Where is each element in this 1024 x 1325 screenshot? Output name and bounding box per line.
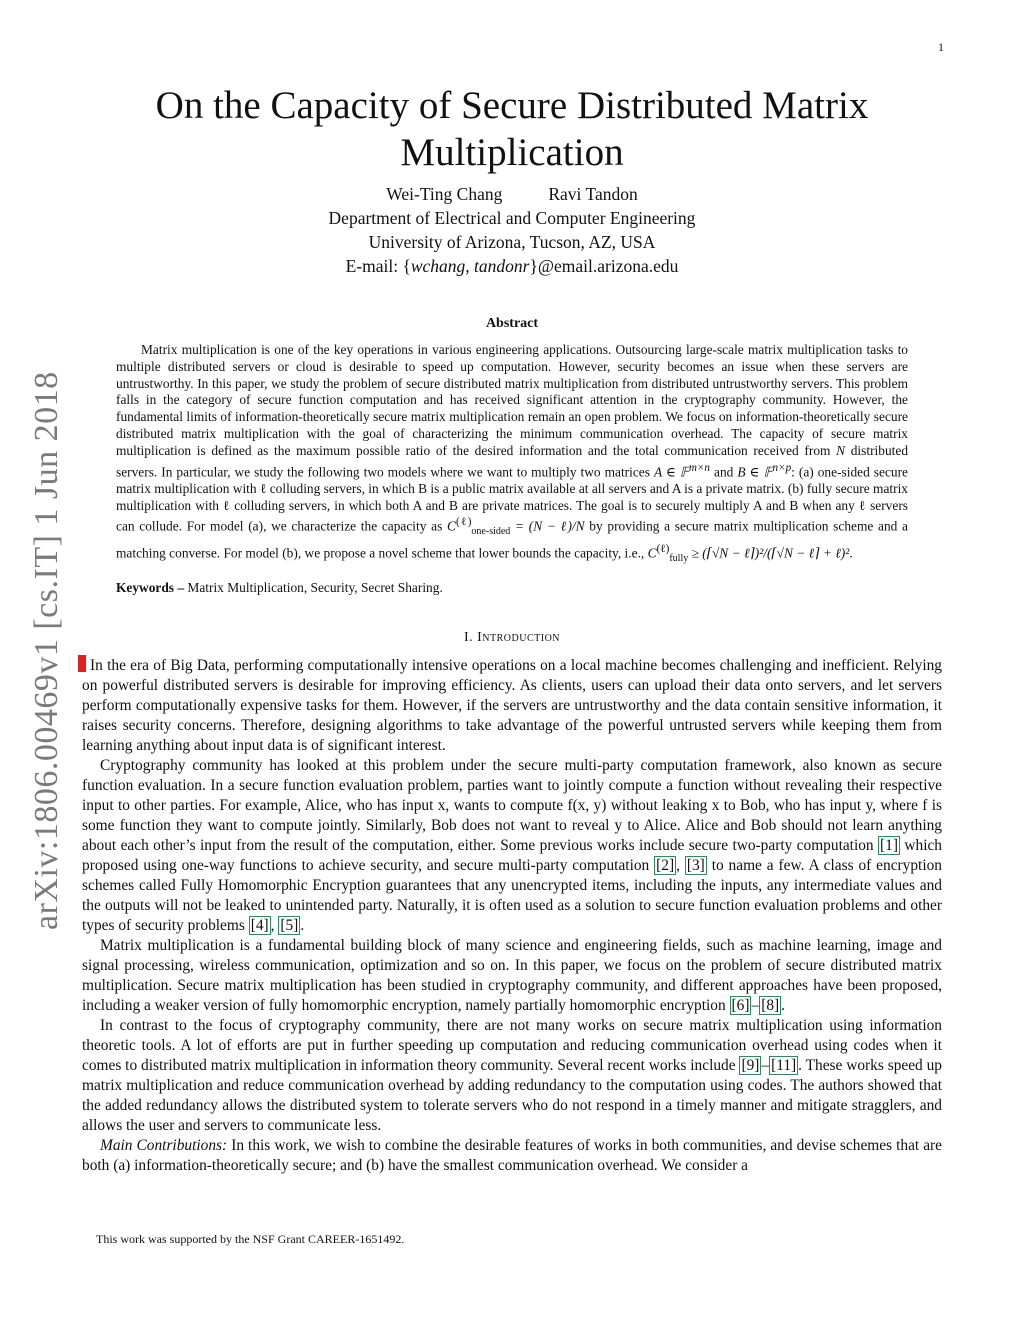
math: = (N − ℓ)/N: [510, 518, 585, 534]
abstract-heading: Abstract: [485, 316, 539, 331]
paragraph-text: Matrix multiplication is a fundamental building block of many science and engineering fields, such as machine learning, image and signal processing, wireless communication, optimization and so on. In this paper, we focus on the problem of secure distributed matrix multiplication. Secure matrix multiplication has been studied in cryptography community, and different approaches have been proposed, including a weaker version of fully homomorphic encryption, namely partially homomorphic encryption: [82, 937, 942, 1014]
math: ≥ (⌈√N − ℓ⌉)²/(⌈√N − ℓ⌉ + ℓ)²: [688, 545, 850, 561]
math: (ℓ): [455, 516, 472, 529]
email-suffix: }@email.arizona.edu: [529, 256, 679, 276]
math: (ℓ): [656, 543, 670, 556]
keywords-label: Keywords –: [116, 580, 185, 595]
citation-link[interactable]: [6]: [731, 997, 750, 1014]
paragraph-text: to name a few. A class of encryption schemes called Fully Homomorphic Encryption guarantees that any unencrypted items, including the inputs, any intermediate values and the outputs will not be leaked to unintended party. Naturally, it is often used as a solution to secure function evaluation problems and other types of security problems: [82, 857, 942, 934]
author-email: [200, 254, 824, 278]
math: n×p: [772, 461, 792, 474]
paragraph-text: ,: [676, 857, 685, 874]
paragraph-text: In contrast to the focus of cryptography community, there are not many works on secure matrix multiplication using information theoretic tools. A lot of efforts are put in further speeding up computation and reducing communication overhead using codes when it comes to distributed matrix multiplication in information theory community. Several recent works include: [82, 1017, 942, 1074]
citation-link[interactable]: [9]: [741, 1057, 760, 1074]
abstract-segment: .: [849, 545, 853, 561]
page-number: 1: [938, 40, 944, 54]
author-name: Ravi Tandon: [548, 184, 638, 204]
paragraph-label: Main Contributions:: [100, 1137, 228, 1154]
math: one-sided: [471, 526, 511, 538]
affiliation-university: University of Arizona, Tucson, AZ, USA: [368, 232, 656, 252]
paragraph-text: . These works speed up matrix multiplication and reduce communication overhead by adding redundancy to the computation using codes. The authors showed that the added redundancy allows the distributed system to tolerate servers who do not respond in a timely manner and mitigate stragglers, and allows the user and servers to communicate less.: [82, 1057, 942, 1134]
paragraph-text: which proposed using one-way functions to achieve security, and secure multi-party computation: [82, 837, 942, 874]
paragraph-text: –: [751, 997, 760, 1014]
citation-link[interactable]: [2]: [656, 857, 675, 874]
math: C: [447, 518, 456, 534]
abstract-segment: and: [710, 464, 738, 480]
abstract-segment: by providing a secure matrix multiplication scheme and a matching converse. For model (b), we propose a novel scheme that lower bounds the capacity, i.e.,: [116, 518, 908, 561]
abstract-text: [116, 342, 908, 568]
math: A ∈ 𝔽: [653, 464, 689, 480]
affiliation-department: Department of Electrical and Computer Engineering: [328, 208, 696, 228]
email-prefix: E-mail: {: [345, 256, 411, 276]
math: N: [836, 442, 846, 458]
paragraph: [82, 655, 942, 756]
citation-link[interactable]: [11]: [771, 1057, 797, 1074]
math: C: [647, 545, 657, 561]
abstract-segment: : (a) one-sided secure matrix multiplication with ℓ colluding servers, in which B is a public matrix available at all servers and A is a private matrix. (b) fully secure matrix multiplication with ℓ colluding servers, in which both A and B are private matrices. The goal is to securely multiply A and B when any ℓ servers can collude. For model (a), we characterize the capacity as: [116, 464, 908, 534]
math: fully: [669, 553, 689, 565]
citation-link[interactable]: [5]: [280, 917, 299, 934]
paragraph-text: ,: [270, 917, 279, 934]
paragraph-text: .: [781, 997, 785, 1014]
citation-link[interactable]: [1]: [880, 837, 898, 854]
footnote: This work was supported by the NSF Grant CAREER-1651492.: [96, 1232, 405, 1246]
paragraph-text: .: [300, 917, 305, 934]
citation-link[interactable]: [3]: [686, 857, 705, 874]
paragraph: [82, 756, 942, 936]
author-names: [200, 182, 824, 206]
paragraph-text: In the era of Big Data, performing computationally intensive operations on a local machine becomes challenging and inefficient. Relying on powerful distributed servers is desirable for improving efficiency. As clients, users can upload their data onto servers, and let servers perform computationally expensive tasks for them. However, if the servers are untrustworthy and the data contain sensitive information, it raises security concerns. Therefore, designing algorithms to take advantage of the powerful untrusted servers while keeping them from learning anything about input data is of significant interest.: [82, 657, 942, 754]
paragraph-text: Cryptography community has looked at this problem under the secure multi-party computation framework, also known as secure function evaluation. In a secure function evaluation problem, parties want to jointly compute a function without revealing their respective input to other parties. For example, Alice, who has input x, wants to compute f(x, y) without leaking x to Bob, who has input y, where f is some function they want to compute jointly. Similarly, Bob does not want to reveal y to Alice. Alice and Bob should not learn anything about each other’s input from the result of the computation, either. Some previous works include secure two-party computation: [82, 757, 942, 854]
section-heading: [0, 630, 1024, 646]
keywords: [116, 580, 908, 596]
math: B ∈ 𝔽: [737, 464, 773, 480]
citation-link[interactable]: [8]: [761, 997, 780, 1014]
paragraph: [82, 936, 942, 1016]
keywords-text: Matrix Multiplication, Security, Secret Sharing.: [184, 580, 443, 595]
author-block: [200, 182, 824, 278]
paragraph-text: –: [761, 1057, 770, 1074]
annotation-marker: [78, 655, 86, 672]
math: m×n: [688, 461, 711, 474]
arxiv-stamp: arXiv:1806.00469v1 [cs.IT] 1 Jun 2018: [28, 371, 65, 930]
paper-title: On the Capacity of Secure Distributed Matrix Multiplication: [155, 84, 869, 174]
paragraph: [82, 1016, 942, 1136]
author-name: Wei-Ting Chang: [386, 184, 503, 204]
introduction-body: [82, 655, 942, 1176]
abstract-segment: distributed servers. In particular, we study the following two models where we want to multiply two matrices: [116, 442, 909, 480]
paragraph-text: In this work, we wish to combine the desirable features of works in both communities, and devise schemes that are both (a) information-theoretically secure; and (b) have the smallest communication overhead. We consider a: [82, 1137, 942, 1174]
abstract-segment: Matrix multiplication is one of the key operations in various engineering applications. Outsourcing large-scale matrix multiplication tasks to multiple distributed servers or cloud is desirable to speed up computation. However, security becomes an issue when these servers are untrustworthy. In this paper, we study the problem of secure distributed matrix multiplication from distributed untrustworthy servers. This problem falls in the category of secure function computation and has received significant attention in the cryptography community. However, the fundamental limits of information-theoretically secure matrix multiplication remain an open problem. We focus on information-theoretically secure distributed matrix multiplication with the goal of characterizing the minimum communication overhead. The capacity of secure matrix multiplication is defined as the maximum possible ratio of the desired information and the total communication received from: [116, 342, 908, 458]
paragraph: [82, 1136, 942, 1176]
citation-link[interactable]: [4]: [250, 917, 269, 934]
email-names: wchang, tandonr: [410, 256, 530, 276]
section-number: I.: [463, 630, 474, 645]
section-title: Introduction: [477, 630, 561, 645]
